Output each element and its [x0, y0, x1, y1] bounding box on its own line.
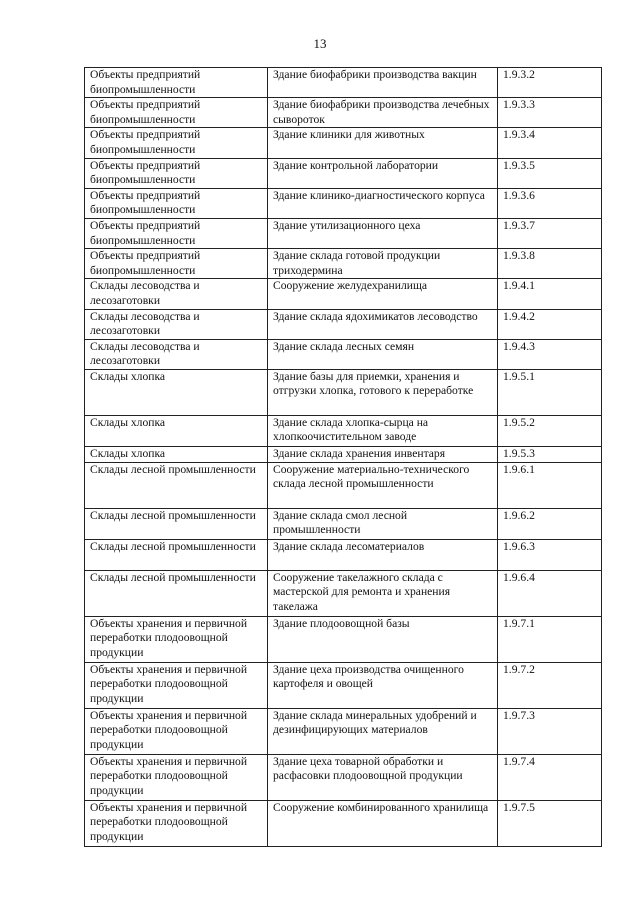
code-cell: 1.9.6.1	[498, 462, 602, 508]
object-cell: Сооружение желудехранилища	[268, 279, 498, 309]
code-cell: 1.9.5.1	[498, 369, 602, 415]
table-row	[85, 369, 602, 415]
code-cell: 1.9.7.3	[498, 708, 602, 754]
code-cell: 1.9.7.4	[498, 754, 602, 800]
group-cell: Объекты предприятий биопромышленности	[85, 68, 268, 98]
group-cell: Объекты хранения и первичной переработки плодоовощной продукции	[85, 662, 268, 708]
table-row	[85, 339, 602, 369]
table-row	[85, 309, 602, 339]
object-cell: Здание утилизационного цеха	[268, 218, 498, 248]
table-row	[85, 415, 602, 446]
code-cell: 1.9.5.2	[498, 415, 602, 446]
table-row	[85, 188, 602, 218]
group-cell: Склады хлопка	[85, 415, 268, 446]
object-cell: Здание склада готовой продукции триходермина	[268, 249, 498, 279]
code-cell: 1.9.4.1	[498, 279, 602, 309]
code-cell: 1.9.7.2	[498, 662, 602, 708]
table-row	[85, 128, 602, 158]
table-row	[85, 708, 602, 754]
table-row	[85, 249, 602, 279]
code-cell: 1.9.3.8	[498, 249, 602, 279]
group-cell: Объекты хранения и первичной переработки плодоовощной продукции	[85, 754, 268, 800]
code-cell: 1.9.3.6	[498, 188, 602, 218]
code-cell: 1.9.6.2	[498, 508, 602, 539]
table-row	[85, 68, 602, 98]
object-cell: Здание склада ядохимикатов лесоводство	[268, 309, 498, 339]
group-cell: Объекты хранения и первичной переработки плодоовощной продукции	[85, 800, 268, 846]
object-cell: Сооружение материально-технического склада лесной промышленности	[268, 462, 498, 508]
table-row	[85, 570, 602, 616]
table-row	[85, 616, 602, 662]
group-cell: Склады хлопка	[85, 369, 268, 415]
table-row	[85, 218, 602, 248]
object-cell: Сооружение такелажного склада с мастерской для ремонта и хранения такелажа	[268, 570, 498, 616]
object-cell: Здание склада хлопка-сырца на хлопкоочистительном заводе	[268, 415, 498, 446]
object-cell: Здание цеха производства очищенного картофеля и овощей	[268, 662, 498, 708]
object-cell: Здание склада смол лесной промышленности	[268, 508, 498, 539]
code-cell: 1.9.3.7	[498, 218, 602, 248]
object-cell: Здание склада лесных семян	[268, 339, 498, 369]
group-cell: Объекты предприятий биопромышленности	[85, 128, 268, 158]
group-cell: Объекты предприятий биопромышленности	[85, 98, 268, 128]
page-number: 13	[313, 36, 327, 51]
code-cell: 1.9.3.4	[498, 128, 602, 158]
object-cell: Здание клинико-диагностического корпуса	[268, 188, 498, 218]
table-row	[85, 98, 602, 128]
code-cell: 1.9.3.2	[498, 68, 602, 98]
code-cell: 1.9.4.2	[498, 309, 602, 339]
code-cell: 1.9.3.3	[498, 98, 602, 128]
table-row	[85, 446, 602, 462]
group-cell: Склады лесной промышленности	[85, 508, 268, 539]
object-cell: Здание клиники для животных	[268, 128, 498, 158]
object-cell: Сооружение комбинированного хранилища	[268, 800, 498, 846]
group-cell: Склады хлопка	[85, 446, 268, 462]
code-cell: 1.9.6.3	[498, 539, 602, 570]
group-cell: Склады лесной промышленности	[85, 570, 268, 616]
code-cell: 1.9.6.4	[498, 570, 602, 616]
code-cell: 1.9.7.1	[498, 616, 602, 662]
group-cell: Объекты хранения и первичной переработки плодоовощной продукции	[85, 708, 268, 754]
code-cell: 1.9.4.3	[498, 339, 602, 369]
group-cell: Склады лесоводства и лесозаготовки	[85, 279, 268, 309]
table-row	[85, 539, 602, 570]
code-cell: 1.9.7.5	[498, 800, 602, 846]
group-cell: Склады лесной промышленности	[85, 462, 268, 508]
table-row	[85, 158, 602, 188]
group-cell: Склады лесоводства и лесозаготовки	[85, 309, 268, 339]
object-cell: Здание склада хранения инвентаря	[268, 446, 498, 462]
group-cell: Склады лесной промышленности	[85, 539, 268, 570]
table-row	[85, 754, 602, 800]
object-cell: Здание плодоовощной базы	[268, 616, 498, 662]
object-cell: Здание цеха товарной обработки и расфасовки плодоовощной продукции	[268, 754, 498, 800]
table-row	[85, 800, 602, 846]
table-row	[85, 662, 602, 708]
object-cell: Здание базы для приемки, хранения и отгрузки хлопка, готового к переработке	[268, 369, 498, 415]
group-cell: Склады лесоводства и лесозаготовки	[85, 339, 268, 369]
group-cell: Объекты предприятий биопромышленности	[85, 249, 268, 279]
object-cell: Здание склада минеральных удобрений и дезинфицирующих материалов	[268, 708, 498, 754]
code-cell: 1.9.5.3	[498, 446, 602, 462]
objects-table	[84, 67, 602, 847]
object-cell: Здание склада лесоматериалов	[268, 539, 498, 570]
object-cell: Здание биофабрики производства лечебных сывороток	[268, 98, 498, 128]
group-cell: Объекты предприятий биопромышленности	[85, 188, 268, 218]
code-cell: 1.9.3.5	[498, 158, 602, 188]
table-row	[85, 462, 602, 508]
table-row	[85, 508, 602, 539]
object-cell: Здание биофабрики производства вакцин	[268, 68, 498, 98]
group-cell: Объекты хранения и первичной переработки плодоовощной продукции	[85, 616, 268, 662]
object-cell: Здание контрольной лаборатории	[268, 158, 498, 188]
table-row	[85, 279, 602, 309]
group-cell: Объекты предприятий биопромышленности	[85, 158, 268, 188]
group-cell: Объекты предприятий биопромышленности	[85, 218, 268, 248]
